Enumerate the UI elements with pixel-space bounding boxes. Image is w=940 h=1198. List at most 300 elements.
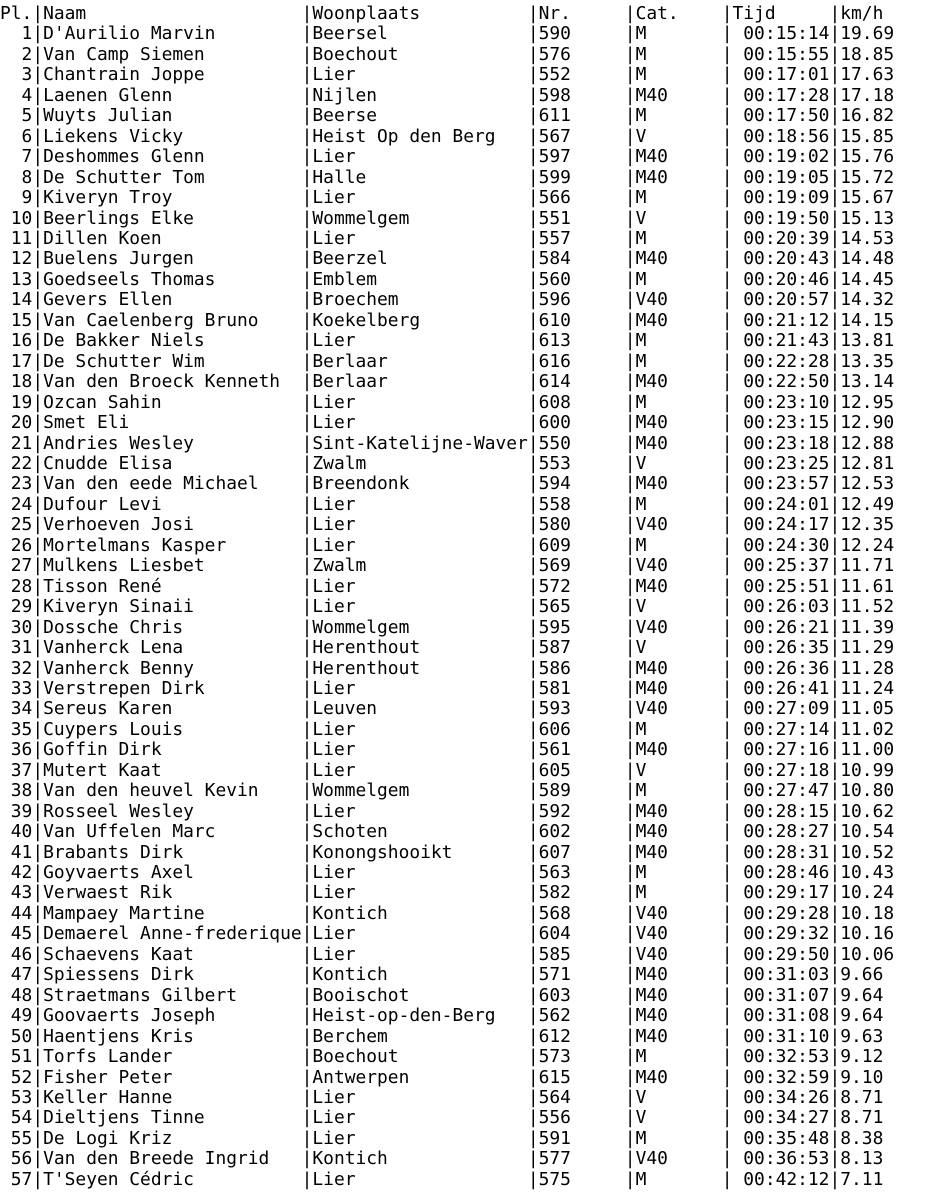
row-time: 00:35:48 xyxy=(732,1127,830,1149)
row-place: 32 xyxy=(0,657,33,679)
row-number: 589 xyxy=(538,780,625,802)
row-speed: 19.69 xyxy=(840,23,895,45)
table-row: 24|Dufour Levi |Lier |558 |M | 00:24:01|12.49 xyxy=(0,493,895,515)
row-town: Antwerpen xyxy=(312,1066,528,1088)
table-row: 9|Kiveryn Troy |Lier |566 |M | 00:19:09|15.67 xyxy=(0,187,895,209)
row-number: 597 xyxy=(538,146,625,168)
row-speed: 11.61 xyxy=(840,575,895,597)
row-town: Herenthout xyxy=(312,637,528,659)
row-category: M40 xyxy=(635,1025,722,1047)
row-category: V xyxy=(635,1087,722,1109)
row-category: M xyxy=(635,1127,722,1149)
row-town: Lier xyxy=(312,1087,528,1109)
table-row: 25|Verhoeven Josi |Lier |580 |V40 | 00:24:17|12.35 xyxy=(0,514,895,536)
row-category: V40 xyxy=(635,289,722,311)
row-place: 9 xyxy=(0,187,33,209)
row-number: 556 xyxy=(538,1107,625,1129)
header-speed: km/h xyxy=(840,3,884,24)
row-place: 57 xyxy=(0,1168,33,1190)
row-speed: 10.24 xyxy=(840,882,895,904)
row-number: 573 xyxy=(538,1046,625,1068)
row-speed: 14.48 xyxy=(840,248,895,270)
table-row: 27|Mulkens Liesbet |Zwalm |569 |V40 | 00:25:37|11.71 xyxy=(0,555,895,577)
row-name: D'Aurilio Marvin xyxy=(43,23,302,45)
row-name: Brabants Dirk xyxy=(43,841,302,863)
row-place: 15 xyxy=(0,309,33,331)
row-place: 4 xyxy=(0,84,33,106)
row-number: 599 xyxy=(538,166,625,188)
table-row: 20|Smet Eli |Lier |600 |M40 | 00:23:15|12.90 xyxy=(0,412,895,434)
row-town: Kontich xyxy=(312,964,528,986)
row-place: 49 xyxy=(0,1005,33,1027)
row-time: 00:34:26 xyxy=(732,1087,830,1109)
row-time: 00:27:14 xyxy=(732,718,830,740)
row-category: M40 xyxy=(635,1005,722,1027)
row-name: T'Seyen Cédric xyxy=(43,1168,302,1190)
row-number: 558 xyxy=(538,493,625,515)
table-row: 21|Andries Wesley |Sint-Katelijne-Waver|550 |M40 | 00:23:18|12.88 xyxy=(0,432,895,454)
row-speed: 14.53 xyxy=(840,227,895,249)
row-speed: 8.13 xyxy=(840,1148,884,1170)
row-number: 606 xyxy=(538,718,625,740)
row-time: 00:31:07 xyxy=(732,984,830,1006)
row-number: 607 xyxy=(538,841,625,863)
row-place: 7 xyxy=(0,146,33,168)
row-speed: 10.54 xyxy=(840,821,895,843)
row-category: V xyxy=(635,759,722,781)
row-category: M40 xyxy=(635,412,722,434)
header-name: Naam xyxy=(43,3,87,24)
row-town: Lier xyxy=(312,596,528,618)
row-time: 00:32:59 xyxy=(732,1066,830,1088)
row-time: 00:21:12 xyxy=(732,309,830,331)
row-speed: 10.18 xyxy=(840,902,895,924)
table-row: 23|Van den eede Michael |Breendonk |594 |M40 | 00:23:57|12.53 xyxy=(0,473,895,495)
row-name: Dieltjens Tinne xyxy=(43,1107,302,1129)
row-place: 45 xyxy=(0,923,33,945)
row-place: 51 xyxy=(0,1046,33,1068)
table-row: 39|Rosseel Wesley |Lier |592 |M40 | 00:28:15|10.62 xyxy=(0,800,895,822)
row-name: Smet Eli xyxy=(43,412,302,434)
row-number: 550 xyxy=(538,432,625,454)
results-listing xyxy=(0,4,894,1190)
row-place: 2 xyxy=(0,43,33,65)
row-number: 562 xyxy=(538,1005,625,1027)
row-time: 00:36:53 xyxy=(732,1148,830,1170)
row-town: Boechout xyxy=(312,1046,528,1068)
row-town: Sint-Katelijne-Waver xyxy=(312,432,528,454)
row-category: M xyxy=(635,268,722,290)
row-speed: 12.95 xyxy=(840,391,895,413)
row-place: 48 xyxy=(0,984,33,1006)
row-number: 615 xyxy=(538,1066,625,1088)
row-category: M xyxy=(635,391,722,413)
row-place: 25 xyxy=(0,514,33,536)
row-time: 00:22:28 xyxy=(732,350,830,372)
row-place: 34 xyxy=(0,698,33,720)
row-town: Konongshooikt xyxy=(312,841,528,863)
row-category: M xyxy=(635,330,722,352)
row-speed: 14.15 xyxy=(840,309,895,331)
row-category: V xyxy=(635,1107,722,1129)
row-name: Van Uffelen Marc xyxy=(43,821,302,843)
table-row: 50|Haentjens Kris |Berchem |612 |M40 | 00:31:10|9.63 xyxy=(0,1025,884,1047)
table-row: 43|Verwaest Rik |Lier |582 |M | 00:29:17|10.24 xyxy=(0,882,895,904)
row-speed: 10.06 xyxy=(840,943,895,965)
table-row: 4|Laenen Glenn |Nijlen |598 |M40 | 00:17:28|17.18 xyxy=(0,84,895,106)
row-speed: 18.85 xyxy=(840,43,895,65)
row-category: V40 xyxy=(635,902,722,924)
row-number: 560 xyxy=(538,268,625,290)
row-time: 00:15:55 xyxy=(732,43,830,65)
row-speed: 12.81 xyxy=(840,452,895,474)
row-speed: 11.71 xyxy=(840,555,895,577)
row-place: 24 xyxy=(0,493,33,515)
row-category: M40 xyxy=(635,371,722,393)
row-category: M40 xyxy=(635,84,722,106)
table-row: 56|Van den Breede Ingrid |Kontich |577 |V40 | 00:36:53|8.13 xyxy=(0,1148,884,1170)
header-number: Nr. xyxy=(538,3,571,24)
row-speed: 13.81 xyxy=(840,330,895,352)
row-speed: 10.62 xyxy=(840,800,895,822)
results-rows xyxy=(0,24,894,1190)
row-town: Lier xyxy=(312,534,528,556)
row-time: 00:20:43 xyxy=(732,248,830,270)
table-row: 46|Schaevens Kaat |Lier |585 |V40 | 00:29:50|10.06 xyxy=(0,943,895,965)
row-town: Leuven xyxy=(312,698,528,720)
row-place: 17 xyxy=(0,350,33,372)
row-number: 612 xyxy=(538,1025,625,1047)
row-town: Beersel xyxy=(312,23,528,45)
row-place: 56 xyxy=(0,1148,33,1170)
row-name: Verhoeven Josi xyxy=(43,514,302,536)
row-town: Berlaar xyxy=(312,350,528,372)
row-place: 36 xyxy=(0,739,33,761)
row-category: V xyxy=(635,452,722,474)
row-number: 616 xyxy=(538,350,625,372)
row-name: De Schutter Tom xyxy=(43,166,302,188)
row-town: Halle xyxy=(312,166,528,188)
row-number: 575 xyxy=(538,1168,625,1190)
row-category: M40 xyxy=(635,739,722,761)
row-name: Dillen Koen xyxy=(43,227,302,249)
row-number: 595 xyxy=(538,616,625,638)
row-name: Chantrain Joppe xyxy=(43,64,302,86)
row-speed: 13.35 xyxy=(840,350,895,372)
row-speed: 10.80 xyxy=(840,780,895,802)
row-speed: 9.10 xyxy=(840,1066,884,1088)
row-place: 3 xyxy=(0,64,33,86)
table-row: 51|Torfs Lander |Boechout |573 |M | 00:32:53|9.12 xyxy=(0,1046,884,1068)
row-number: 565 xyxy=(538,596,625,618)
row-name: De Bakker Niels xyxy=(43,330,302,352)
table-row: 13|Goedseels Thomas |Emblem |560 |M | 00:20:46|14.45 xyxy=(0,268,895,290)
table-row: 40|Van Uffelen Marc |Schoten |602 |M40 | 00:28:27|10.54 xyxy=(0,821,895,843)
row-speed: 12.88 xyxy=(840,432,895,454)
row-category: M xyxy=(635,227,722,249)
row-number: 614 xyxy=(538,371,625,393)
row-time: 00:20:46 xyxy=(732,268,830,290)
row-number: 598 xyxy=(538,84,625,106)
row-category: M xyxy=(635,882,722,904)
row-category: M40 xyxy=(635,146,722,168)
row-town: Lier xyxy=(312,187,528,209)
row-place: 55 xyxy=(0,1127,33,1149)
table-row: 42|Goyvaerts Axel |Lier |563 |M | 00:28:46|10.43 xyxy=(0,862,895,884)
row-speed: 11.28 xyxy=(840,657,895,679)
row-speed: 11.52 xyxy=(840,596,895,618)
row-place: 29 xyxy=(0,596,33,618)
row-time: 00:23:18 xyxy=(732,432,830,454)
row-category: M40 xyxy=(635,432,722,454)
table-row: 38|Van den heuvel Kevin |Wommelgem |589 |M | 00:27:47|10.80 xyxy=(0,780,895,802)
row-time: 00:29:32 xyxy=(732,923,830,945)
row-time: 00:19:50 xyxy=(732,207,830,229)
row-town: Lier xyxy=(312,800,528,822)
row-name: Sereus Karen xyxy=(43,698,302,720)
row-category: M40 xyxy=(635,1066,722,1088)
row-time: 00:28:46 xyxy=(732,862,830,884)
row-place: 1 xyxy=(0,23,33,45)
row-name: Van den Breede Ingrid xyxy=(43,1148,302,1170)
row-name: Gevers Ellen xyxy=(43,289,302,311)
row-town: Lier xyxy=(312,514,528,536)
row-time: 00:28:31 xyxy=(732,841,830,863)
row-category: V xyxy=(635,207,722,229)
table-row: 22|Cnudde Elisa |Zwalm |553 |V | 00:23:25|12.81 xyxy=(0,452,895,474)
table-row: 1|D'Aurilio Marvin |Beersel |590 |M | 00:15:14|19.69 xyxy=(0,23,895,45)
row-name: Van den eede Michael xyxy=(43,473,302,495)
row-name: Andries Wesley xyxy=(43,432,302,454)
row-town: Kontich xyxy=(312,902,528,924)
row-name: Goovaerts Joseph xyxy=(43,1005,302,1027)
row-number: 571 xyxy=(538,964,625,986)
table-row: 14|Gevers Ellen |Broechem |596 |V40 | 00:20:57|14.32 xyxy=(0,289,895,311)
row-category: M xyxy=(635,493,722,515)
row-speed: 15.76 xyxy=(840,146,895,168)
row-name: Cuypers Louis xyxy=(43,718,302,740)
row-number: 587 xyxy=(538,637,625,659)
row-speed: 9.63 xyxy=(840,1025,884,1047)
row-speed: 9.12 xyxy=(840,1046,884,1068)
row-town: Wommelgem xyxy=(312,207,528,229)
row-time: 00:31:03 xyxy=(732,964,830,986)
row-time: 00:22:50 xyxy=(732,371,830,393)
row-place: 19 xyxy=(0,391,33,413)
row-number: 564 xyxy=(538,1087,625,1109)
row-speed: 9.64 xyxy=(840,1005,884,1027)
row-place: 21 xyxy=(0,432,33,454)
row-time: 00:19:09 xyxy=(732,187,830,209)
row-town: Lier xyxy=(312,146,528,168)
table-row: 55|De Logi Kriz |Lier |591 |M | 00:35:48|8.38 xyxy=(0,1127,884,1149)
row-time: 00:19:02 xyxy=(732,146,830,168)
row-category: V xyxy=(635,596,722,618)
row-town: Berlaar xyxy=(312,371,528,393)
row-number: 585 xyxy=(538,943,625,965)
row-time: 00:27:47 xyxy=(732,780,830,802)
row-category: M xyxy=(635,350,722,372)
row-speed: 13.14 xyxy=(840,371,895,393)
row-speed: 14.32 xyxy=(840,289,895,311)
row-time: 00:21:43 xyxy=(732,330,830,352)
row-time: 00:17:01 xyxy=(732,64,830,86)
row-time: 00:27:16 xyxy=(732,739,830,761)
row-number: 553 xyxy=(538,452,625,474)
row-place: 28 xyxy=(0,575,33,597)
row-number: 567 xyxy=(538,125,625,147)
table-row: 26|Mortelmans Kasper |Lier |609 |M | 00:24:30|12.24 xyxy=(0,534,895,556)
row-time: 00:24:30 xyxy=(732,534,830,556)
row-place: 6 xyxy=(0,125,33,147)
row-number: 586 xyxy=(538,657,625,679)
row-town: Zwalm xyxy=(312,452,528,474)
row-place: 40 xyxy=(0,821,33,843)
row-place: 14 xyxy=(0,289,33,311)
table-row: 49|Goovaerts Joseph |Heist-op-den-Berg |562 |M40 | 00:31:08|9.64 xyxy=(0,1005,884,1027)
row-time: 00:23:25 xyxy=(732,452,830,474)
row-place: 13 xyxy=(0,268,33,290)
row-category: M40 xyxy=(635,309,722,331)
row-category: M xyxy=(635,780,722,802)
row-time: 00:29:17 xyxy=(732,882,830,904)
row-time: 00:23:15 xyxy=(732,412,830,434)
row-name: Verstrepen Dirk xyxy=(43,677,302,699)
row-speed: 17.63 xyxy=(840,64,895,86)
row-name: De Logi Kriz xyxy=(43,1127,302,1149)
row-category: M40 xyxy=(635,984,722,1006)
row-speed: 7.11 xyxy=(840,1168,884,1190)
row-speed: 9.66 xyxy=(840,964,884,986)
row-town: Lier xyxy=(312,862,528,884)
table-row: 37|Mutert Kaat |Lier |605 |V | 00:27:18|10.99 xyxy=(0,759,895,781)
row-number: 563 xyxy=(538,862,625,884)
row-place: 39 xyxy=(0,800,33,822)
row-category: V40 xyxy=(635,943,722,965)
row-name: Rosseel Wesley xyxy=(43,800,302,822)
row-category: M xyxy=(635,534,722,556)
row-place: 20 xyxy=(0,412,33,434)
table-row: 7|Deshommes Glenn |Lier |597 |M40 | 00:19:02|15.76 xyxy=(0,146,895,168)
row-category: V xyxy=(635,125,722,147)
row-speed: 15.85 xyxy=(840,125,895,147)
row-name: Laenen Glenn xyxy=(43,84,302,106)
row-number: 552 xyxy=(538,64,625,86)
row-speed: 10.52 xyxy=(840,841,895,863)
row-number: 557 xyxy=(538,227,625,249)
row-town: Wommelgem xyxy=(312,616,528,638)
row-speed: 8.71 xyxy=(840,1107,884,1129)
row-name: Buelens Jurgen xyxy=(43,248,302,270)
row-place: 42 xyxy=(0,862,33,884)
row-name: Goyvaerts Axel xyxy=(43,862,302,884)
row-category: M xyxy=(635,43,722,65)
row-time: 00:26:21 xyxy=(732,616,830,638)
row-town: Nijlen xyxy=(312,84,528,106)
row-category: V40 xyxy=(635,923,722,945)
row-town: Lier xyxy=(312,739,528,761)
row-town: Booischot xyxy=(312,984,528,1006)
table-row: 29|Kiveryn Sinaii |Lier |565 |V | 00:26:03|11.52 xyxy=(0,596,895,618)
row-number: 610 xyxy=(538,309,625,331)
row-category: M40 xyxy=(635,248,722,270)
row-speed: 11.39 xyxy=(840,616,895,638)
row-number: 581 xyxy=(538,677,625,699)
row-town: Lier xyxy=(312,412,528,434)
row-name: Cnudde Elisa xyxy=(43,452,302,474)
row-place: 35 xyxy=(0,718,33,740)
row-time: 00:26:35 xyxy=(732,637,830,659)
row-speed: 16.82 xyxy=(840,105,895,127)
table-row: 44|Mampaey Martine |Kontich |568 |V40 | 00:29:28|10.18 xyxy=(0,902,895,924)
row-category: M40 xyxy=(635,964,722,986)
row-name: Spiessens Dirk xyxy=(43,964,302,986)
row-time: 00:20:57 xyxy=(732,289,830,311)
row-name: Mortelmans Kasper xyxy=(43,534,302,556)
row-speed: 8.38 xyxy=(840,1127,884,1149)
row-town: Lier xyxy=(312,1168,528,1190)
row-town: Beerzel xyxy=(312,248,528,270)
row-place: 16 xyxy=(0,330,33,352)
table-row: 57|T'Seyen Cédric |Lier |575 |M | 00:42:12|7.11 xyxy=(0,1168,884,1190)
row-category: M xyxy=(635,64,722,86)
table-row: 12|Buelens Jurgen |Beerzel |584 |M40 | 00:20:43|14.48 xyxy=(0,248,895,270)
table-row: 11|Dillen Koen |Lier |557 |M | 00:20:39|14.53 xyxy=(0,227,895,249)
row-name: Mampaey Martine xyxy=(43,902,302,924)
row-town: Lier xyxy=(312,64,528,86)
row-time: 00:23:57 xyxy=(732,473,830,495)
table-row: 52|Fisher Peter |Antwerpen |615 |M40 | 00:32:59|9.10 xyxy=(0,1066,884,1088)
row-time: 00:24:01 xyxy=(732,493,830,515)
row-speed: 10.43 xyxy=(840,862,895,884)
row-category: V40 xyxy=(635,698,722,720)
row-category: V40 xyxy=(635,1148,722,1170)
row-speed: 11.29 xyxy=(840,637,895,659)
row-category: M xyxy=(635,105,722,127)
row-place: 50 xyxy=(0,1025,33,1047)
row-number: 596 xyxy=(538,289,625,311)
row-number: 569 xyxy=(538,555,625,577)
row-town: Lier xyxy=(312,1107,528,1129)
row-town: Schoten xyxy=(312,821,528,843)
row-name: Mutert Kaat xyxy=(43,759,302,781)
row-place: 53 xyxy=(0,1087,33,1109)
row-number: 576 xyxy=(538,43,625,65)
row-place: 12 xyxy=(0,248,33,270)
row-name: Mulkens Liesbet xyxy=(43,555,302,577)
row-town: Lier xyxy=(312,493,528,515)
table-row: 15|Van Caelenberg Bruno |Koekelberg |610 |M40 | 00:21:12|14.15 xyxy=(0,309,895,331)
table-row: 54|Dieltjens Tinne |Lier |556 |V | 00:34:27|8.71 xyxy=(0,1107,884,1129)
row-time: 00:27:09 xyxy=(732,698,830,720)
table-row: 32|Vanherck Benny |Herenthout |586 |M40 | 00:26:36|11.28 xyxy=(0,657,895,679)
row-name: Verwaest Rik xyxy=(43,882,302,904)
row-name: Dossche Chris xyxy=(43,616,302,638)
row-category: M xyxy=(635,1168,722,1190)
row-time: 00:24:17 xyxy=(732,514,830,536)
row-speed: 12.90 xyxy=(840,412,895,434)
row-category: M40 xyxy=(635,473,722,495)
row-number: 577 xyxy=(538,1148,625,1170)
table-row: 10|Beerlings Elke |Wommelgem |551 |V | 00:19:50|15.13 xyxy=(0,207,895,229)
row-number: 603 xyxy=(538,984,625,1006)
row-time: 00:23:10 xyxy=(732,391,830,413)
row-place: 54 xyxy=(0,1107,33,1129)
row-town: Lier xyxy=(312,330,528,352)
table-row: 2|Van Camp Siemen |Boechout |576 |M | 00:15:55|18.85 xyxy=(0,43,895,65)
table-row: 6|Liekens Vicky |Heist Op den Berg |567 |V | 00:18:56|15.85 xyxy=(0,125,895,147)
row-place: 18 xyxy=(0,371,33,393)
